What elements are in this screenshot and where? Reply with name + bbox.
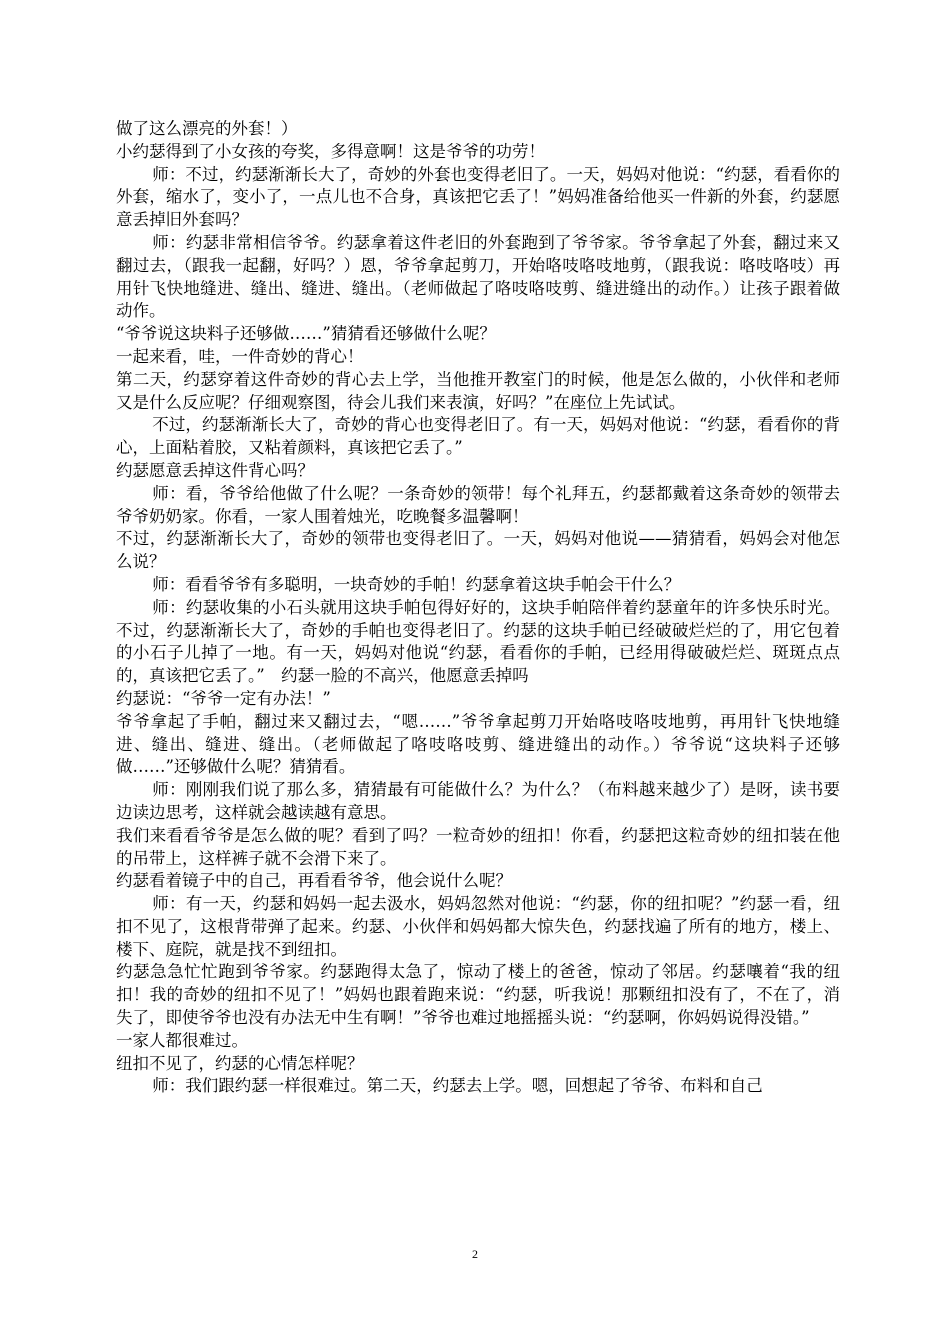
paragraph: 师：约瑟收集的小石头就用这块手帕包得好好的，这块手帕陪伴着约瑟童年的许多快乐时光。不过，约瑟渐渐长大了，奇妙的手帕也变得老旧了。约瑟的这块手帕已经破破烂烂的了，用它包着的小石子儿掉了一地。有一天，妈妈对他说“约瑟，看看你的手帕，已经用得破破烂烂、斑斑点点的，真该把它丢了。” 约瑟一脸的不高兴，他愿意丢掉吗 — [116, 597, 840, 686]
paragraph: 约瑟急急忙忙跑到爷爷家。约瑟跑得太急了，惊动了楼上的爸爸，惊动了邻居。约瑟嚷着“我的纽扣！我的奇妙的纽扣不见了！”妈妈也跟着跑来说：“约瑟，听我说！那颗纽扣没有了，不在了，消失了，即使爷爷也没有办法无中生有啊！”爷爷也难过地摇摇头说：“约瑟啊，你妈妈说得没错。” — [116, 962, 840, 1028]
paragraph: 第二天，约瑟穿着这件奇妙的背心去上学，当他推开教室门的时候，他是怎么做的，小伙伴和老师又是什么反应呢？仔细观察图，待会儿我们来表演，好吗？”在座位上先试试。 — [116, 369, 840, 412]
paragraph: 我们来看看爷爷是怎么做的呢？看到了吗？一粒奇妙的纽扣！你看，约瑟把这粒奇妙的纽扣装在他的吊带上，这样裤子就不会滑下来了。 — [116, 825, 840, 868]
paragraph: 师：有一天，约瑟和妈妈一起去汲水，妈妈忽然对他说：“约瑟，你的纽扣呢？”约瑟一看，纽扣不见了，这根背带弹了起来。约瑟、小伙伴和妈妈都大惊失色，约瑟找遍了所有的地方，楼上、楼下、庭院，就是找不到纽扣。 — [116, 894, 840, 959]
page-number: 2 — [472, 1247, 478, 1261]
paragraph: “爷爷说这块料子还够做……”猜猜看还够做什么呢？ — [116, 324, 496, 344]
paragraph: 小约瑟得到了小女孩的夸奖，多得意啊！这是爷爷的功劳！ — [116, 141, 545, 161]
paragraph: 师：不过，约瑟渐渐长大了，奇妙的外套也变得老旧了。一天，妈妈对他说：“约瑟，看看你的外套，缩水了，变小了，一点儿也不合身，真该把它丢了！”妈妈准备给他买一件新的外套，约瑟愿意丢掉旧外套吗？ — [116, 164, 840, 230]
paragraph: 一起来看，哇，一件奇妙的背心！ — [116, 346, 364, 366]
paragraph: 一家人都很难过。 — [116, 1030, 248, 1050]
paragraph: 师：约瑟非常相信爷爷。约瑟拿着这件老旧的外套跑到了爷爷家。爷爷拿起了外套，翻过来又翻过去，（跟我一起翻，好吗？）恩，爷爷拿起剪刀，开始咯吱咯吱地剪，（跟我说：咯吱咯吱）再用针飞快地缝进、缝出、缝进、缝出。（老师做起了咯吱咯吱剪、缝进缝出的动作。）让孩子跟着做动作。 — [116, 232, 840, 321]
paragraph: 做了这么漂亮的外套！） — [116, 119, 298, 138]
paragraph: 不过，约瑟渐渐长大了，奇妙的领带也变得老旧了。一天，妈妈对他说——猜猜看，妈妈会对他怎么说？ — [116, 529, 840, 572]
paragraph: 师：看看爷爷有多聪明，一块奇妙的手帕！约瑟拿着这块手帕会干什么？ — [152, 574, 681, 594]
paragraph: 约瑟愿意丢掉这件背心吗？ — [116, 460, 314, 480]
paragraph: 约瑟看着镜子中的自己，再看看爷爷，他会说什么呢？ — [116, 871, 512, 891]
paragraph: 约瑟说：“爷爷一定有办法！” — [116, 688, 331, 708]
paragraph: 不过，约瑟渐渐长大了，奇妙的背心也变得老旧了。有一天，妈妈对他说：“约瑟，看看你的背心，上面粘着胶，又粘着颜料，真该把它丢了。” — [116, 415, 840, 458]
paragraph: 纽扣不见了，约瑟的心情怎样呢？ — [116, 1053, 364, 1073]
paragraph: 师：看，爷爷给他做了什么呢？一条奇妙的领带！每个礼拜五，约瑟都戴着这条奇妙的领带去爷爷奶奶家。你看，一家人围着烛光，吃晚餐多温馨啊！ — [116, 483, 840, 526]
paragraph: 爷爷拿起了手帕，翻过来又翻过去，“嗯……”爷爷拿起剪刀开始咯吱咯吱地剪，再用针飞快地缝进、缝出、缝进、缝出。（老师做起了咯吱咯吱剪、缝进缝出的动作。）爷爷说“这块料子还够做……”还够做什么呢？猜猜看。 — [116, 711, 840, 777]
paragraph: 师：我们跟约瑟一样很难过。第二天，约瑟去上学。嗯，回想起了爷爷、布料和自己 — [152, 1076, 763, 1096]
document-body — [116, 118, 840, 1098]
paragraph: 师：刚刚我们说了那么多，猜猜最有可能做什么？为什么？（布料越来越少了）是呀，读书要边读边思考，这样就会越读越有意思。 — [116, 780, 840, 822]
